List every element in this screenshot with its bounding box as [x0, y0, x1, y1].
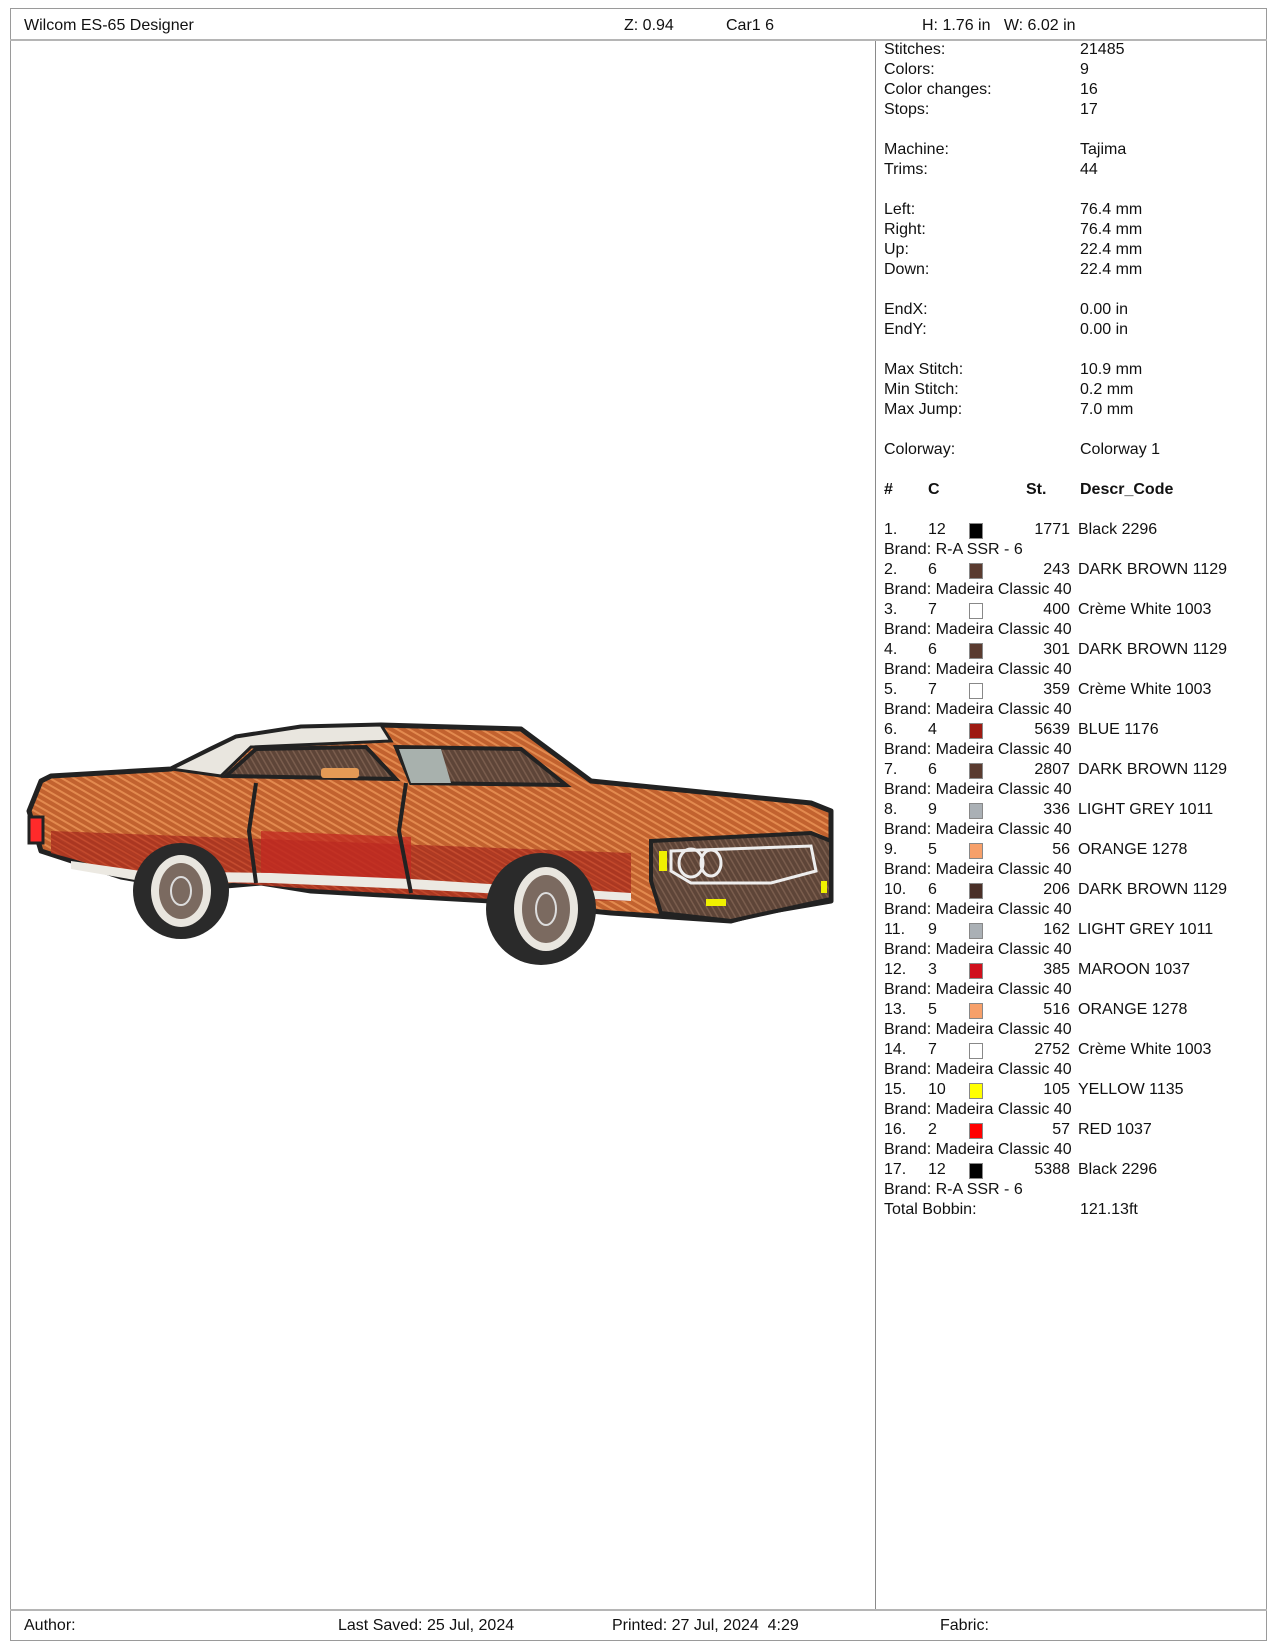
row-stitch-count: 1771	[1034, 521, 1070, 538]
row-color-code: 7	[928, 601, 937, 618]
color-table-row	[884, 600, 1264, 620]
row-number: 4.	[884, 641, 898, 658]
row-number: 3.	[884, 601, 898, 618]
row-description: Crème White 1003	[1078, 601, 1212, 618]
color-table-row	[884, 720, 1264, 740]
row-description: Crème White 1003	[1078, 1041, 1212, 1058]
row-brand: Brand: Madeira Classic 40	[884, 741, 1072, 758]
color-swatch-icon	[969, 803, 983, 819]
row-stitch-count: 400	[1043, 601, 1070, 618]
color-swatch-icon	[969, 1163, 983, 1179]
color-swatch-icon	[969, 1123, 983, 1139]
row-description: DARK BROWN 1129	[1078, 761, 1228, 778]
row-description: RED 1037	[1078, 1121, 1152, 1138]
row-brand: Brand: Madeira Classic 40	[884, 701, 1072, 718]
color-swatch-icon	[969, 1043, 983, 1059]
color-table-row	[884, 960, 1264, 980]
row-color-code: 6	[928, 641, 937, 658]
row-brand: Brand: Madeira Classic 40	[884, 1141, 1072, 1158]
col-header-stitches: St.	[1026, 481, 1047, 498]
row-number: 8.	[884, 801, 898, 818]
stat-stops: Stops: 17	[884, 101, 1098, 118]
row-color-code: 7	[928, 1041, 937, 1058]
color-table-row	[884, 880, 1264, 900]
color-table-row	[884, 1040, 1264, 1060]
design-canvas	[11, 41, 875, 1609]
row-stitch-count: 516	[1043, 1001, 1070, 1018]
row-number: 5.	[884, 681, 898, 698]
col-header-description: Descr_Code	[1080, 481, 1174, 498]
row-color-code: 12	[928, 1161, 946, 1178]
row-number: 7.	[884, 761, 898, 778]
design-dimensions: H: 1.76 in W: 6.02 in	[922, 17, 1076, 34]
color-table-row	[884, 800, 1264, 820]
color-table-row	[884, 760, 1264, 780]
header-bar	[10, 8, 1267, 41]
stats-panel	[884, 40, 1264, 1220]
color-swatch-icon	[969, 643, 983, 659]
color-table-header	[884, 480, 1264, 500]
row-number: 13.	[884, 1001, 907, 1018]
row-brand: Brand: Madeira Classic 40	[884, 661, 1072, 678]
row-color-code: 9	[928, 921, 937, 938]
row-description: LIGHT GREY 1011	[1078, 921, 1214, 938]
row-color-code: 10	[928, 1081, 946, 1098]
row-description: DARK BROWN 1129	[1078, 561, 1228, 578]
row-stitch-count: 2807	[1034, 761, 1070, 778]
color-table-row	[884, 920, 1264, 940]
color-table-row	[884, 1160, 1264, 1180]
zoom-level: Z: 0.94	[624, 17, 674, 34]
row-color-code: 12	[928, 521, 946, 538]
color-table-row	[884, 1120, 1264, 1140]
color-table-row	[884, 520, 1264, 540]
row-number: 6.	[884, 721, 898, 738]
row-description: YELLOW 1135	[1078, 1081, 1184, 1098]
row-brand: Brand: Madeira Classic 40	[884, 821, 1072, 838]
row-number: 2.	[884, 561, 898, 578]
row-brand: Brand: R-A SSR - 6	[884, 541, 1023, 558]
row-brand: Brand: Madeira Classic 40	[884, 1101, 1072, 1118]
row-stitch-count: 2752	[1034, 1041, 1070, 1058]
row-brand: Brand: Madeira Classic 40	[884, 941, 1072, 958]
stat-colors: Colors: 9	[884, 61, 1089, 78]
row-stitch-count: 5639	[1034, 721, 1070, 738]
footer-bar	[10, 1609, 1267, 1641]
total-bobbin: Total Bobbin: 121.13ft	[884, 1201, 1138, 1218]
row-color-code: 6	[928, 561, 937, 578]
app-title: Wilcom ES-65 Designer	[24, 17, 194, 34]
row-number: 10.	[884, 881, 907, 898]
row-stitch-count: 385	[1043, 961, 1070, 978]
color-swatch-icon	[969, 883, 983, 899]
color-swatch-icon	[969, 683, 983, 699]
stat-down: Down: 22.4 mm	[884, 261, 1143, 278]
stat-trims: Trims: 44	[884, 161, 1098, 178]
row-number: 1.	[884, 521, 898, 538]
row-brand: Brand: R-A SSR - 6	[884, 1181, 1023, 1198]
row-description: BLUE 1176	[1078, 721, 1159, 738]
car-embroidery-image	[11, 41, 875, 1609]
row-color-code: 3	[928, 961, 937, 978]
color-table-row	[884, 560, 1264, 580]
row-color-code: 5	[928, 841, 937, 858]
row-stitch-count: 162	[1043, 921, 1070, 938]
color-table-row	[884, 1080, 1264, 1100]
design-name: Car1 6	[726, 17, 775, 34]
color-swatch-icon	[969, 763, 983, 779]
color-table-row	[884, 640, 1264, 660]
row-color-code: 9	[928, 801, 937, 818]
fabric-label: Fabric:	[940, 1617, 989, 1634]
row-brand: Brand: Madeira Classic 40	[884, 781, 1072, 798]
stat-left: Left: 76.4 mm	[884, 201, 1143, 218]
row-number: 11.	[884, 921, 906, 938]
color-swatch-icon	[969, 523, 983, 539]
row-description: Crème White 1003	[1078, 681, 1212, 698]
row-description: LIGHT GREY 1011	[1078, 801, 1214, 818]
row-stitch-count: 336	[1043, 801, 1070, 818]
row-number: 17.	[884, 1161, 907, 1178]
row-stitch-count: 5388	[1034, 1161, 1070, 1178]
row-color-code: 5	[928, 1001, 937, 1018]
row-stitch-count: 56	[1052, 841, 1070, 858]
color-swatch-icon	[969, 923, 983, 939]
row-brand: Brand: Madeira Classic 40	[884, 581, 1072, 598]
stat-right: Right: 76.4 mm	[884, 221, 1143, 238]
panel-divider	[875, 41, 876, 1609]
row-color-code: 4	[928, 721, 937, 738]
row-number: 14.	[884, 1041, 907, 1058]
stat-endy: EndY: 0.00 in	[884, 321, 1129, 338]
row-description: MAROON 1037	[1078, 961, 1191, 978]
color-swatch-icon	[969, 1003, 983, 1019]
color-swatch-icon	[969, 723, 983, 739]
col-header-code: C	[928, 481, 940, 498]
color-swatch-icon	[969, 843, 983, 859]
row-brand: Brand: Madeira Classic 40	[884, 861, 1072, 878]
row-description: DARK BROWN 1129	[1078, 641, 1228, 658]
stat-min-stitch: Min Stitch: 0.2 mm	[884, 381, 1134, 398]
stat-up: Up: 22.4 mm	[884, 241, 1143, 258]
color-swatch-icon	[969, 603, 983, 619]
stat-machine: Machine: Tajima	[884, 141, 1127, 158]
row-stitch-count: 105	[1043, 1081, 1070, 1098]
row-brand: Brand: Madeira Classic 40	[884, 981, 1072, 998]
printed-date: Printed: 27 Jul, 2024 4:29	[612, 1617, 799, 1634]
stat-color-changes: Color changes: 16	[884, 81, 1098, 98]
row-brand: Brand: Madeira Classic 40	[884, 1061, 1072, 1078]
row-color-code: 7	[928, 681, 937, 698]
row-stitch-count: 243	[1043, 561, 1070, 578]
stat-endx: EndX: 0.00 in	[884, 301, 1129, 318]
row-description: DARK BROWN 1129	[1078, 881, 1228, 898]
row-stitch-count: 206	[1043, 881, 1070, 898]
row-stitch-count: 359	[1043, 681, 1070, 698]
row-description: Black 2296	[1078, 521, 1158, 538]
color-table-row	[884, 840, 1264, 860]
color-swatch-icon	[969, 963, 983, 979]
stat-colorway: Colorway: Colorway 1	[884, 441, 1161, 458]
color-table-row	[884, 680, 1264, 700]
color-table-row	[884, 1000, 1264, 1020]
row-color-code: 2	[928, 1121, 937, 1138]
row-color-code: 6	[928, 761, 937, 778]
row-number: 15.	[884, 1081, 907, 1098]
last-saved: Last Saved: 25 Jul, 2024	[338, 1617, 515, 1634]
stat-max-stitch: Max Stitch: 10.9 mm	[884, 361, 1143, 378]
row-stitch-count: 301	[1043, 641, 1070, 658]
row-description: ORANGE 1278	[1078, 1001, 1188, 1018]
stat-stitches: Stitches: 21485	[884, 41, 1125, 58]
col-header-number: #	[884, 481, 893, 498]
row-brand: Brand: Madeira Classic 40	[884, 901, 1072, 918]
color-swatch-icon	[969, 563, 983, 579]
row-color-code: 6	[928, 881, 937, 898]
row-brand: Brand: Madeira Classic 40	[884, 621, 1072, 638]
row-number: 16.	[884, 1121, 907, 1138]
stat-max-jump: Max Jump: 7.0 mm	[884, 401, 1134, 418]
author-label: Author:	[24, 1617, 76, 1634]
row-description: Black 2296	[1078, 1161, 1158, 1178]
row-number: 9.	[884, 841, 898, 858]
row-description: ORANGE 1278	[1078, 841, 1188, 858]
color-swatch-icon	[969, 1083, 983, 1099]
row-stitch-count: 57	[1052, 1121, 1070, 1138]
row-number: 12.	[884, 961, 907, 978]
color-table-rows	[884, 520, 1264, 1200]
row-brand: Brand: Madeira Classic 40	[884, 1021, 1072, 1038]
